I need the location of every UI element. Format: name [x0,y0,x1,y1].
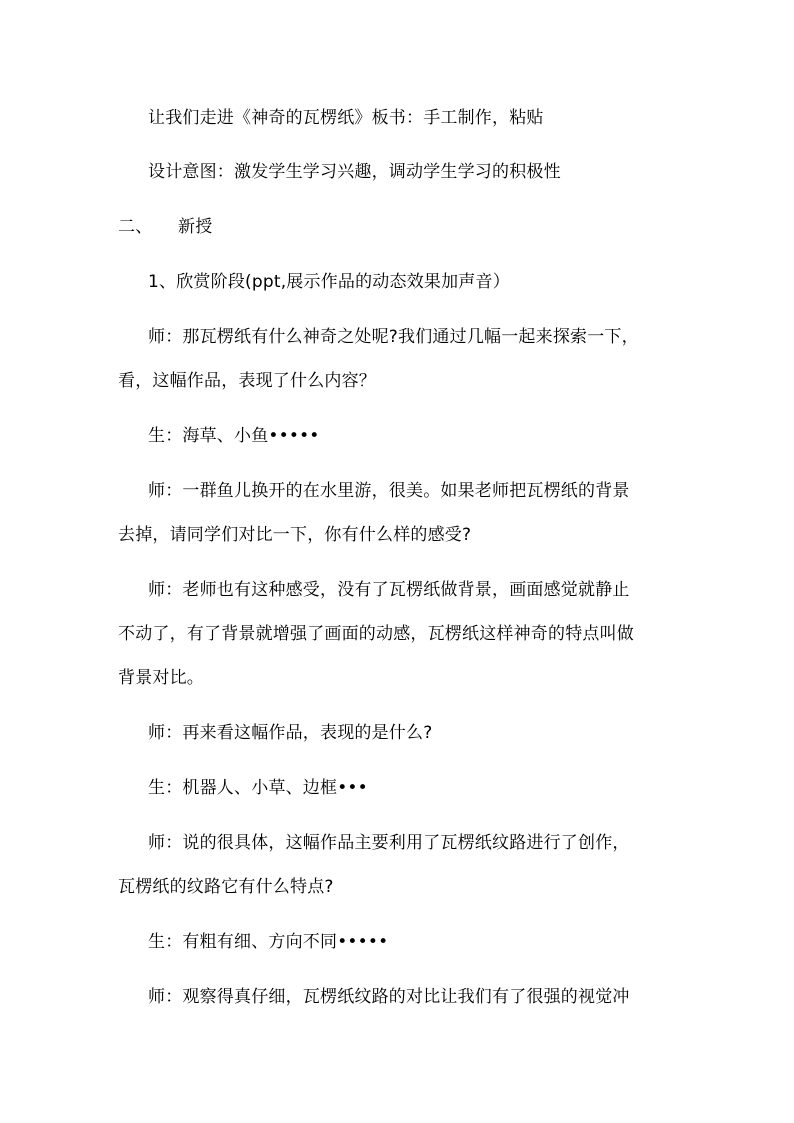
paragraph-step-1: 1、欣赏阶段(ppt,展示作品的动态效果加声音） [148,272,510,292]
paragraph-line: 看，这幅作品，表现了什么内容？ [118,371,376,391]
section-heading-number: 二、 [118,217,153,237]
paragraph-line: 师：说的很具体，这幅作品主要利用了瓦楞纸纹路进行了创作， [148,833,630,853]
paragraph-line: 师：那瓦楞纸有什么神奇之处呢?我们通过几幅一起来探索一下， [148,327,639,347]
paragraph-line: 师：再来看这幅作品，表现的是什么? [148,723,433,743]
paragraph-line: 生：机器人、小草、边框••• [148,778,368,798]
paragraph-line: 去掉，请同学们对比一下，你有什么样的感受? [118,525,472,545]
paragraph-line: 生：有粗有细、方向不同••••• [148,932,389,952]
paragraph-intro: 让我们走进《神奇的瓦楞纸》板书：手工制作，粘贴 [148,108,544,128]
paragraph-line: 不动了，有了背景就增强了画面的动感，瓦楞纸这样神奇的特点叫做 [118,624,634,644]
paragraph-line: 师：观察得真仔细，瓦楞纸纹路的对比让我们有了很强的视觉冲 [148,987,630,1007]
paragraph-line: 背景对比。 [118,668,204,688]
section-heading-title: 新授 [178,217,213,237]
paragraph-line: 瓦楞纸的纹路它有什么特点? [118,877,334,897]
paragraph-design-intent: 设计意图：激发学生学习兴趣，调动学生学习的积极性 [148,162,561,182]
paragraph-line: 师：老师也有这种感受，没有了瓦楞纸做背景，画面感觉就静止 [148,580,630,600]
paragraph-line: 师：一群鱼儿换开的在水里游，很美。如果老师把瓦楞纸的背景 [148,481,630,501]
paragraph-line: 生：海草、小鱼••••• [148,426,320,446]
